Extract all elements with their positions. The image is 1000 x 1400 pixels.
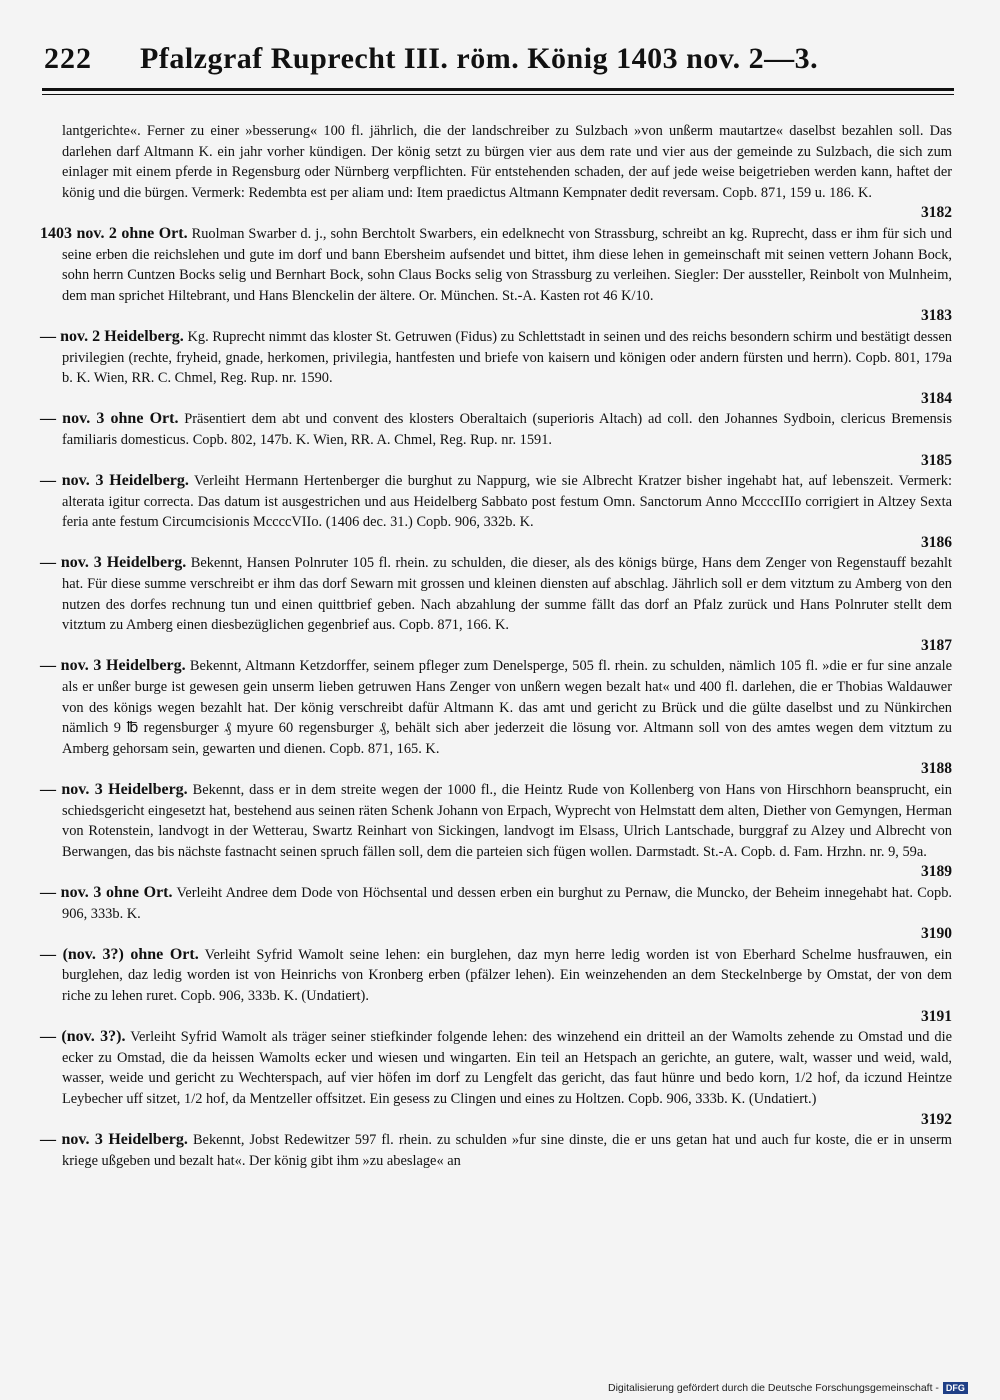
regest-entry (40, 656, 952, 780)
page-header (38, 36, 958, 76)
entry-number: 3182 (921, 204, 952, 222)
entry-date-place: — nov. 3 ohne Ort. (40, 883, 173, 901)
entry-text: Bekennt, dass er in dem streite wegen der 1000 fl., die Heintz Rude von Kollenberg von Hans von Hirschhorn beansprucht, ein schiedsgericht eingesetzt hat, bestehend aus seinen räten Schenk Johann von Erpach, Wyprecht von Helmstatt dem alten, Diether von Gemyngen, Herman von Rotenstein, landvogt in der Wetterau, Swartz Reinhart von Sickingen, landvogt im Elsass, Ulrich Lantschade, burggraf zu Alzey und Albrecht von Berwangen, das bis nächste fastnacht seinen spruch fällen soll, dem die parteien sich fügen wollen. Darmstadt. St.-A. Copb. d. Fam. Hrzhn. nr. 9, 59a. (62, 782, 952, 860)
regest-entry (40, 553, 952, 656)
entry-number: 3190 (921, 925, 952, 943)
regest-entry (40, 471, 952, 553)
entry-text: Präsentiert dem abt und convent des klosters Oberaltaich (superioris Altach) ad coll. den Johannes Sydboin, clericus Bremensis familiaris domesticus. Copb. 802, 147b. K. Wien, RR. A. Chmel, Reg. Rup. nr. 1591. (62, 411, 952, 448)
entry-date-place: — nov. 3 ohne Ort. (40, 410, 179, 428)
entry-date-place: — nov. 2 Heidelberg. (40, 327, 184, 345)
dfg-logo-icon: DFG (943, 1382, 968, 1394)
entry-text: Bekennt, Hansen Polnruter 105 fl. rhein. zu schulden, die dieser, als des königs bürge, Hans dem Zenger von Regenstauff bezahlt hat. Für diese summe verschreibt er ihm das dorf Sewarn mit grossen und kleinen diensten auf abschlag. Jährlich soll er dem vitztum zu Amberg von den nutzen des dorfes rechnung tun und einen quittbrief geben. Nach abzahlung der summe fällt das dorf an Pfalz zurück und Hans Polnruter stellt dem vitztum zu Amberg einen diesbezüglichen gegenbrief aus. Copb. 871, 166. K. (62, 555, 952, 634)
regest-entry (40, 1027, 953, 1130)
entry-number: 3185 (921, 451, 952, 469)
entry-number: 3183 (921, 307, 952, 325)
entry-date-place: — nov. 3 Heidelberg. (40, 554, 187, 572)
regest-entry (40, 409, 952, 471)
entry-number: 3184 (921, 389, 952, 407)
regest-entry (40, 945, 952, 1027)
entry-date-place: 1403 nov. 2 ohne Ort. (40, 224, 188, 242)
entry-date-place: — nov. 3 Heidelberg. (40, 1131, 188, 1149)
entry-date-place: — nov. 3 Heidelberg. (40, 472, 189, 490)
entry-text: Verleiht Andree dem Dode von Höchsental und dessen erben ein burghut zu Pernaw, die Muncko, der Beheim innegehabt hat. Copb. 906, 333b. K. (62, 884, 952, 922)
entry-text: Bekennt, Jobst Redewitzer 597 fl. rhein. zu schulden »fur sine dinste, die er uns getan hat und auch fur koste, die er in unserm kriege ußgeben und bezalt hat«. Der könig gibt ihm »zu abeslage« an (62, 1132, 952, 1169)
regest-entry (40, 224, 952, 327)
entry-number: 3188 (921, 760, 952, 778)
regest-list (40, 121, 953, 1171)
regest-entry (40, 327, 952, 409)
entry-text: Verleiht Syfrid Wamolt als träger seiner stiefkinder folgende lehen: des winzehend ein dritteil an der Wamolts zehende zu Omstad und die ecker zu Omstad, die da heissen Wamolts ecker und wiesen und wingarten. Ein teil an Hetspach an gerichte, an gutere, walt, wasser und weid, wald, wasser, weide und gericht zu Wechterspach, auf vier höfen im dorf zu Lengfelt das gericht, das faut hünre und bedo korn, 1/2 hof, da iczund Heintze Leybecher uff sitzet, 1/2 hof, da Mentzeller offsitzet. Ein gesess zu Clingen und eines zu Holtzen. Copb. 906, 333b. K. (Undatiert.) (62, 1029, 953, 1107)
entry-text: Bekennt, Altmann Ketzdorffer, seinem pfleger zum Denelsperge, 505 fl. rhein. zu schulden, nämlich 105 fl. »die er fur sine anzale als er unßer burge ist gewesen gein unserm lieben getruwen Hans Zenger von unßern wegen bezalt hat« und 400 fl. darlehen, die er Thobias Waldauwer von des königs wegen bezahlt hat. Der könig verschreibt dafür Altmann K. das amt und gericht zu Brück und die gülte daselbst und zu Nünkirchen nämlich 9 ℔ regensburger ₰ myure 60 regensburger ₰, behält sich aber jederzeit die lösung vor. Altmann soll von des amtes wegen dem vitztum zu Amberg gehorsam sein, gewarten und dienen. Copb. 871, 165. K. (62, 658, 952, 757)
entry-number: 3186 (921, 533, 952, 551)
entry-text: Verleiht Hermann Hertenberger die burghut zu Nappurg, wie sie Albrecht Kratzer bisher ingehabt hat, auf lebenszeit. Vermerk: alterata igitur correcta. Das datum ist ausgestrichen und aus Heidelberg Sabbato post festum Omn. Sanctorum Anno MccccIIIo corrigiert in Altzey Sexta feria ante festum Circumcisionis MccccVIIo. (1406 dec. 31.) Copb. 906, 332b. K. (62, 473, 952, 531)
regest-entry (62, 121, 952, 224)
header-rule-thin (42, 94, 954, 95)
footer-text: Digitalisierung gefördert durch die Deutsche Forschungsgemeinschaft - (608, 1382, 939, 1394)
regest-entry (40, 1130, 952, 1171)
regest-entry (40, 883, 952, 945)
entry-text: Verleiht Syfrid Wamolt seine lehen: ein burglehen, daz myn herre ledig worden ist von Eberhard Schelme husfrauwen, ein burglehen, daz ledig worden ist von Heinrichs von Kronberg erben (pfälzer lehen). Ein weinzehenden an dem Steckelnberge by Omstat, der von dem riche zu lehen ruret. Copb. 906, 333b. K. (Undatiert). (62, 946, 952, 1004)
entry-number: 3191 (921, 1007, 952, 1025)
entry-date-place: — nov. 3 Heidelberg. (40, 781, 188, 798)
regest-entry (40, 780, 952, 883)
header-rule-thick (42, 88, 954, 91)
footer (608, 1382, 968, 1394)
entry-date-place: — nov. 3 Heidelberg. (40, 657, 186, 675)
entry-number: 3187 (921, 636, 952, 654)
entry-number: 3189 (921, 863, 952, 881)
entry-text: Kg. Ruprecht nimmt das kloster St. Getruwen (Fidus) zu Schlettstadt in seinen und des reichs besondern schirm und bestätigt dessen privilegien (rechte, fryheid, gnade, herkomen, privilegia, hantfesten und briefe von kaisern und königen oder andern fürsten und herrn). Copb. 801, 179a b. K. Wien, RR. C. Chmel, Reg. Rup. nr. 1590. (62, 328, 952, 387)
entry-date-place: — (nov. 3?) ohne Ort. (40, 945, 199, 963)
entry-date-place: — (nov. 3?). (40, 1028, 126, 1046)
page-number: 222 (44, 42, 92, 75)
entry-text: Ruolman Swarber d. j., sohn Berchtolt Swarbers, ein edelknecht von Strassburg, schreibt an kg. Ruprecht, dass er ihm für sich und seine erben die reichslehen und gute im dorf und bann Ebersheim aufsendet und bittet, ihm diese lehen in gemeinschaft mit seinen vettern Johann Bock, sohn herrn Cuntzen Bocks selig und Bernhart Bock, sohn Claus Bocks selig von Strassburg zu verleihen. Siegler: Der aussteller, Reinbolt von Mulnheim, dem man sprichet Hiltebrant, und Hans Blenckelin der ältere. Or. München. St.-A. Kasten rot 46 K/10. (62, 225, 952, 304)
entry-number: 3192 (921, 1110, 952, 1128)
page-title: Pfalzgraf Ruprecht III. röm. König 1403 nov. 2—3. (140, 42, 819, 75)
entry-text: lantgerichte«. Ferner zu einer »besserung« 100 fl. jährlich, die der landschreiber zu Sulzbach »von unßerm mautartze« daselbst bezahlen soll. Das darlehen darf Altmann K. ein jahr vorher kündigen. Der könig setzt zu bürgen vier aus dem rate und vier aus der gemeinde zu Sulzbach, die sich zum einlager mit einem pferde in Regensburg oder Nürnberg verpflichten. Für entstehenden schaden, der auf jede weise beigetrieben werden kann, haftet der könig und die bürgen. Vermerk: Redembta est per aliam und: Item praedictus Altmann Kempnater dedit reversam. Copb. 871, 159 u. 186. K. (62, 123, 952, 201)
